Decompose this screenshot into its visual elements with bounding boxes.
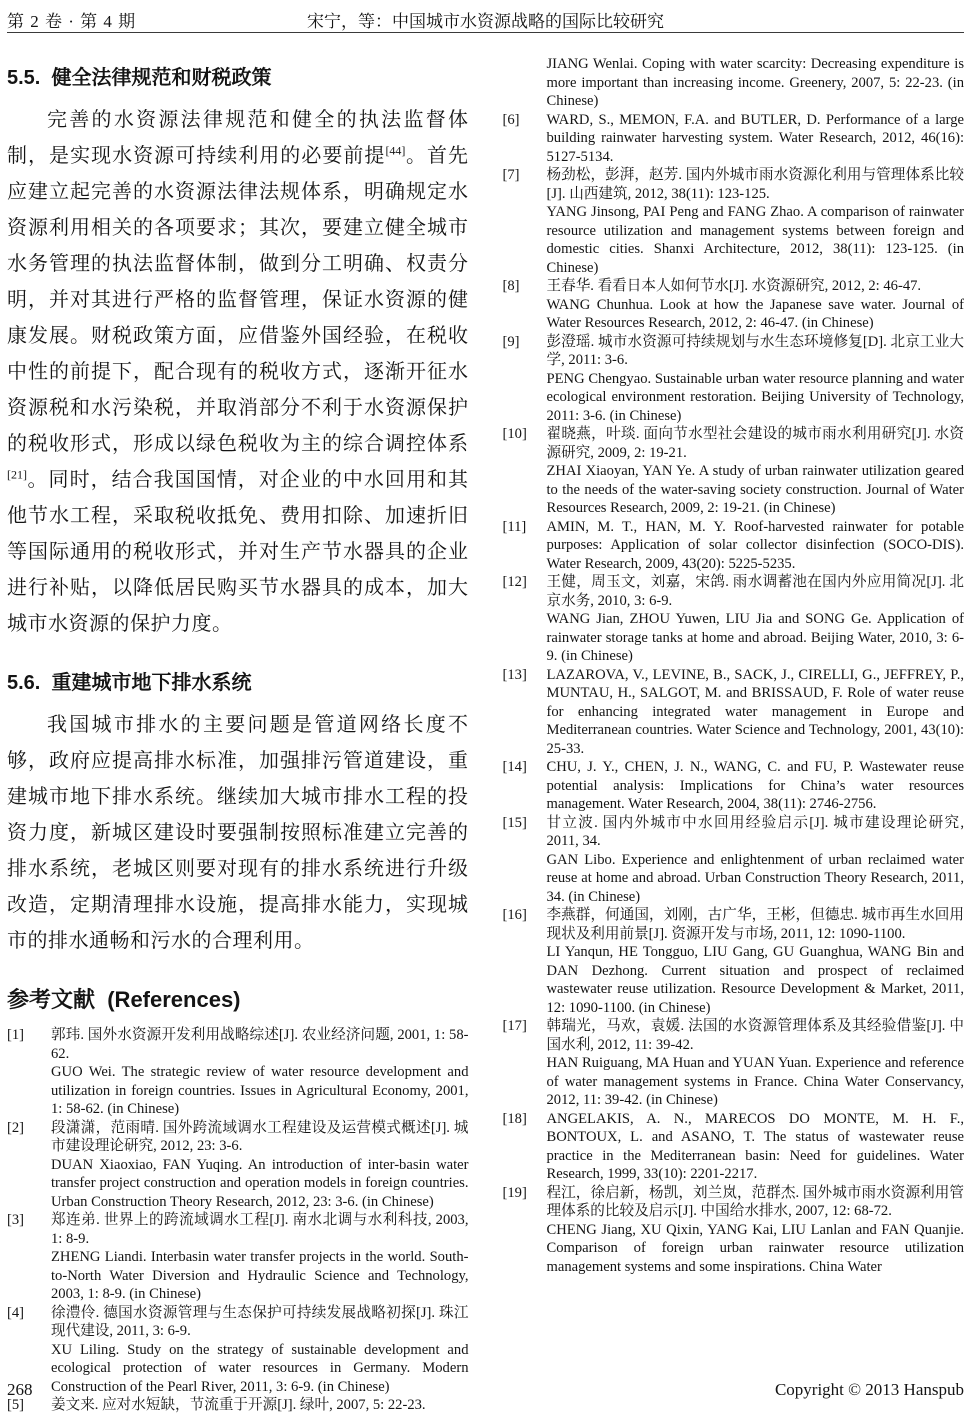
reference-text: GAN Libo. Experience and enlightenment of urban reclaimed water reuse at home and abroad. Urban Construction Theory Research, 2011, 34. (in Chinese) [546, 851, 964, 905]
page-footer [7, 1380, 964, 1400]
section-heading-5-6: 5.6. 重建城市地下排水系统 [7, 672, 252, 694]
reference-continuation [503, 55, 965, 111]
reference-item [503, 666, 965, 759]
reference-text: WANG Jian, ZHOU Yuwen, LIU Jia and SONG Ge. Application of rainwater storage tanks at home and abroad. Beijing Water, 2010, 3: 6-9. (in Chinese) [546, 611, 964, 664]
body-text: 。同时，结合我国国情，对企业的中水回用和其他节水工程，采取税收抵免、费用扣除、加速折旧等国际通用的税收形式，并对生产节水器具的企业进行补贴，以降低居民购买节水器具的成本，加大城市水资源的保护力度。 [7, 469, 469, 635]
reference-number: [14] [502, 759, 527, 775]
reference-body [547, 111, 965, 167]
right-column [503, 55, 965, 1414]
references-heading: 参考文献 (References) [7, 987, 241, 1012]
reference-text: ZHENG Liandi. Interbasin water transfer projects in the world. South-to-North Water Diversion and Hydraulic Science and Technology, 2003, 1: 8-9. (in Chinese) [51, 1249, 469, 1302]
section-heading-5-5: 5.5. 健全法律规范和财税政策 [7, 67, 272, 89]
reference-text: WANG Chunhua. Look at how the Japanese save water. Journal of Water Resources Research, 2012, 2: 46-47. (in Chinese) [546, 296, 964, 331]
reference-body [51, 1119, 469, 1212]
reference-number: [5] [7, 1397, 25, 1413]
reference-item [503, 166, 965, 277]
reference-body [547, 55, 965, 111]
reference-text: JIANG Wenlai. Coping with water scarcity: Decreasing expenditure is more important than increasing income. Greenery, 2007, 5: 22-23. (in Chinese) [546, 56, 964, 109]
reference-number: [10] [502, 426, 527, 442]
reference-number: [6] [502, 111, 520, 128]
reference-text: 郑连弟. 世界上的跨流域调水工程[J]. 南水北调与水利科技, 2003, 1: 8-9. [51, 1212, 469, 1247]
reference-text: LI Yanqun, HE Tongguo, LIU Gang, GU Guanghua, WANG Bin and DAN Dezhong. Current situation and prospect of reclaimed wastewater reuse utilization. Resource Development & Market, 2011, 12: 1090-1100. (in Chinese) [546, 944, 964, 1016]
reference-text: 程江，徐启新，杨凯，刘兰岚，范群杰. 国外城市雨水资源利用管理体系的比较及启示[J]. 中国给水排水, 2007, 12: 68-72. [546, 1184, 964, 1219]
body-text: 完善的水资源法律规范和健全的执法监督体制，是实现水资源可持续利用的必要前提 [7, 109, 469, 167]
reference-text: GUO Wei. The strategic review of water resource development and utilization in foreign countries. Issues in Agricultural Economy, 2001, 1: 58-62. (in Chinese) [51, 1064, 469, 1117]
reference-text: 徐澧伶. 德国水资源管理与生态保护可持续发展战略初探[J]. 珠江现代建设, 2011, 3: 6-9. [51, 1304, 469, 1339]
reference-item [503, 425, 965, 518]
reference-number: [8] [502, 278, 520, 294]
reference-number: [11] [502, 518, 527, 535]
two-column-layout [7, 55, 964, 1414]
reference-text: YANG Jinsong, PAI Peng and FANG Zhao. A comparison of rainwater resource utilization and management systems between foreign and domestic cities. Shanxi Architecture, 2012, 38(11): 123-125. (in Chinese) [546, 204, 964, 276]
reference-item [503, 906, 965, 1017]
section-5-5-paragraph [7, 102, 469, 642]
running-title: 宋宁，等：中国城市水资源战略的国际比较研究 [307, 12, 664, 31]
reference-item [503, 1184, 965, 1277]
reference-item [503, 1017, 965, 1110]
reference-text: PENG Chengyao. Sustainable urban water resource planning and water ecological environment restoration. Beijing University of Technology, 2011: 3-6. (in Chinese) [546, 370, 964, 424]
citation-superscript: [44] [385, 143, 406, 158]
reference-number: [2] [7, 1119, 25, 1136]
reference-text: AMIN, M. T., HAN, M. Y. Roof-harvested rainwater for potable purposes: Application of solar collector disinfection (SOCO-DIS). Water Research, 2009, 43(20): 5225-5235. [546, 518, 964, 572]
reference-number: [3] [7, 1212, 25, 1228]
reference-body [51, 1211, 469, 1304]
reference-body [547, 814, 965, 907]
reference-body [547, 1184, 965, 1277]
reference-text: LAZAROVA, V., LEVINE, B., SACK, J., CIRELLI, G., JEFFREY, P., MUNTAU, H., SALGOT, M. and BRISSAUD, F. Role of water reuse for enhancing integrated water management in Europe and Mediterranean countries. Water Science and Technology, 2001, 43(10): 25-33. [546, 666, 964, 757]
reference-body [547, 425, 965, 518]
body-text: 。首先应建立起完善的水资源法律法规体系，明确规定水资源利用相关的各项要求；其次，要建立健全城市水务管理的执法监督体制，做到分工明确、权责分明，并对其进行严格的监督管理，保证水资源的健康发展。财税政策方面，应借鉴外国经验，在税收中性的前提下，配合现有的税收方式，逐渐开征水资源税和水污染税，并取消部分不利于水资源保护的税收形式，形成以绿色税收为主的综合调控体系 [7, 145, 469, 455]
reference-text: 彭澄瑶. 城市水资源可持续规划与水生态环境修复[D]. 北京工业大学, 2011: 3-6. [546, 333, 964, 368]
reference-body [547, 906, 965, 1017]
reference-number [503, 55, 547, 111]
citation-superscript: [21] [7, 467, 27, 482]
reference-item [503, 333, 965, 426]
reference-number: [7] [502, 167, 520, 183]
reference-number: [16] [502, 907, 527, 923]
reference-number: [12] [502, 574, 527, 590]
reference-number: [15] [502, 814, 527, 831]
reference-text: 王春华. 看看日本人如何节水[J]. 水资源研究, 2012, 2: 46-47. [546, 278, 922, 294]
reference-text: ANGELAKIS, A. N., MARECOS DO MONTE, M. H. F., BONTOUX, L. and ASANO, T. The status of wastewater reuse practice in the Mediterranean basin: Need for guidelines. Water Research, 1999, 33(10): 2201-2217. [546, 1110, 964, 1182]
reference-item [503, 814, 965, 907]
reference-body [547, 573, 965, 666]
reference-number: [9] [502, 333, 520, 350]
reference-item [503, 111, 965, 167]
reference-item [7, 1211, 469, 1304]
reference-text: CHU, J. Y., CHEN, J. N., WANG, C. and FU, P. Wastewater reuse potential analysis: Implications for China’s water resources management. Water Research, 2004, 38(11): 2746-2756. [546, 759, 964, 812]
reference-body [51, 1026, 469, 1119]
reference-text: 段潇潇，范雨晴. 国外跨流域调水工程建设及运营模式概述[J]. 城市建设理论研究, 2012, 23: 3-6. [51, 1119, 469, 1154]
reference-number: [17] [502, 1018, 527, 1034]
reference-text: 杨劲松，彭湃，赵芳. 国内外城市雨水资源化利用与管理体系比较[J]. 山西建筑, 2012, 38(11): 123-125. [546, 167, 964, 202]
journal-issue: 第 2 卷 · 第 4 期 [7, 12, 137, 31]
page-header [7, 7, 964, 33]
reference-body [547, 333, 965, 426]
reference-number: [18] [502, 1110, 527, 1127]
reference-text: 甘立波. 国内外城市中水回用经验启示[J]. 城市建设理论研究, 2011, 34. [546, 814, 964, 849]
body-text: 我国城市排水的主要问题是管道网络长度不够，政府应提高排水标准，加强排污管道建设，重建城市地下排水系统。继续加大城市排水工程的投资力度，新城区建设时要强制按照标准建立完善的排水系统，老城区则要对现有的排水系统进行升级改造，定期清理排水设施，提高排水能力，实现城市的排水通畅和污水的合理利用。 [7, 714, 469, 952]
reference-text: 郭玮. 国外水资源开发利用战略综述[J]. 农业经济问题, 2001, 1: 58-62. [51, 1027, 469, 1062]
reference-text: 韩瑞光，马欢，袁媛. 法国的水资源管理体系及其经验借鉴[J]. 中国水利, 2012, 11: 39-42. [546, 1018, 964, 1053]
section-5-6-paragraph [7, 707, 469, 959]
reference-number: [1] [7, 1027, 25, 1043]
reference-number: [4] [7, 1304, 25, 1321]
reference-text: 李燕群，何通国，刘刚，古广华，王彬，但德忠. 城市再生水回用现状及利用前景[J]. 资源开发与市场, 2011, 12: 1090-1100. [546, 907, 964, 942]
reference-text: XU Liling. Study on the strategy of sustainable development and ecological protection of water resources in Germany. Modern Construction of the Pearl River, 2011, 3: 6-9. (in Chinese) [51, 1341, 469, 1395]
reference-body [547, 277, 965, 333]
reference-number: [13] [502, 666, 527, 683]
reference-text: WARD, S., MEMON, F.A. and BUTLER, D. Performance of a large building rainwater harvesting system. Water Research, 2012, 46(16): 5127-5134. [546, 111, 964, 165]
reference-body [547, 518, 965, 574]
reference-number: [19] [502, 1184, 527, 1201]
reference-text: CHENG Jiang, XU Qixin, YANG Kai, LIU Lanlan and FAN Quanjie. Comparison of foreign urban rainwater resource utilization management systems and some inspirations. China Water [546, 1221, 964, 1275]
reference-text: ZHAI Xiaoyan, YAN Ye. A study of urban rainwater utilization geared to the needs of the water-saving society construction. Journal of Water Resources Research, 2009, 2: 19-21. (in Chinese) [546, 463, 964, 516]
reference-body [547, 758, 965, 814]
reference-body [547, 166, 965, 277]
reference-text: 翟晓燕，叶琰. 面向节水型社会建设的城市雨水利用研究[J]. 水资源研究, 2009, 2: 19-21. [546, 426, 964, 461]
reference-item [7, 1119, 469, 1212]
reference-item [503, 758, 965, 814]
reference-text: HAN Ruiguang, MA Huan and YUAN Yuan. Experience and reference of water management systems in France. China Water Conservancy, 2012, 11: 39-42. (in Chinese) [546, 1055, 964, 1108]
reference-text: DUAN Xiaoxiao, FAN Yuqing. An introduction of inter-basin water transfer project construction and operation models in foreign countries. Urban Construction Theory Research, 2012, 23: 3-6. (in Chinese) [51, 1156, 469, 1210]
reference-item [503, 518, 965, 574]
reference-body [547, 1017, 965, 1110]
reference-item [7, 1026, 469, 1119]
copyright-notice: Copyright © 2013 Hanspub [774, 1380, 964, 1399]
reference-body [547, 666, 965, 759]
reference-item [503, 277, 965, 333]
reference-item [503, 1110, 965, 1184]
left-column [7, 55, 469, 1414]
reference-text: 王健，周玉文，刘嘉，宋鸽. 雨水调蓄池在国内外应用简况[J]. 北京水务, 2010, 3: 6-9. [546, 574, 964, 609]
reference-item [503, 573, 965, 666]
reference-body [547, 1110, 965, 1184]
reference-text: 姜文来. 应对水短缺，节流重于开源[J]. 绿叶, 2007, 5: 22-23. [51, 1397, 426, 1413]
page-number: 268 [7, 1380, 33, 1399]
